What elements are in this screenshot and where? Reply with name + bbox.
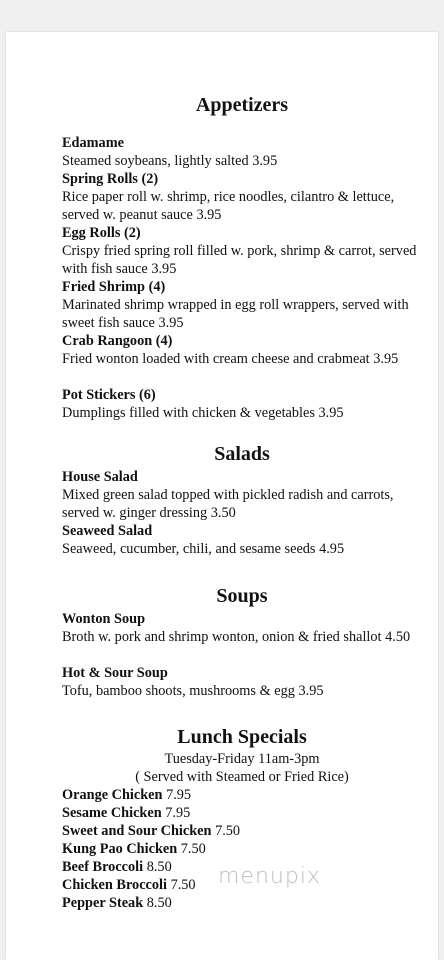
item-name: Hot & Sour Soup <box>62 665 168 681</box>
item-name: Crab Rangoon (4) <box>62 333 173 349</box>
item-description: Crispy fried spring roll filled w. pork, shrimp & carrot, served with fish sauce 3.95 <box>62 243 417 277</box>
menu-item <box>62 332 432 368</box>
soups-heading: Soups <box>216 585 268 607</box>
menu-item <box>62 468 432 522</box>
item-name: Spring Rolls (2) <box>62 171 159 187</box>
item-name: Orange Chicken <box>62 787 163 803</box>
item-price: 8.50 <box>146 895 172 911</box>
lunch-item <box>62 840 432 858</box>
menu-item <box>62 224 432 278</box>
item-name: Pepper Steak <box>62 895 144 911</box>
item-name: Sweet and Sour Chicken <box>62 823 212 839</box>
item-name: Wonton Soup <box>62 611 146 627</box>
item-name: Egg Rolls (2) <box>62 225 141 241</box>
menu-item <box>62 386 432 422</box>
item-description: Dumplings filled with chicken & vegetables 3.95 <box>62 405 344 421</box>
item-description: Rice paper roll w. shrimp, rice noodles, cilantro & lettuce, served w. peanut sauce 3.95 <box>62 189 395 223</box>
item-price: 7.95 <box>165 805 191 821</box>
lunch-item <box>62 894 432 912</box>
menu-item <box>62 170 432 224</box>
item-price: 8.50 <box>146 859 172 875</box>
item-description: Broth w. pork and shrimp wonton, onion & fried shallot 4.50 <box>62 629 411 645</box>
menu-item <box>62 610 432 646</box>
lunch-specials-heading: Lunch Specials <box>177 726 307 748</box>
item-name: Beef Broccoli <box>62 859 144 875</box>
item-name: Chicken Broccoli <box>62 877 167 893</box>
item-description: Steamed soybeans, lightly salted 3.95 <box>62 153 278 169</box>
lunch-hours: Tuesday-Friday 11am-3pm <box>164 751 320 767</box>
item-price: 7.50 <box>170 877 196 893</box>
menu-item <box>62 278 432 332</box>
item-name: Kung Pao Chicken <box>62 841 178 857</box>
item-name: House Salad <box>62 469 138 485</box>
lunch-list <box>62 786 432 912</box>
item-price: 7.50 <box>180 841 206 857</box>
item-price: 7.50 <box>215 823 241 839</box>
menu-item <box>62 522 432 558</box>
salads-heading: Salads <box>214 443 270 465</box>
menu-page <box>6 32 438 960</box>
item-name: Edamame <box>62 135 124 151</box>
item-description: Mixed green salad topped with pickled radish and carrots, served w. ginger dressing 3.50 <box>62 487 394 521</box>
appetizers-heading: Appetizers <box>195 94 289 116</box>
lunch-item <box>62 804 432 822</box>
item-description: Tofu, bamboo shoots, mushrooms & egg 3.95 <box>62 683 324 699</box>
menu-item <box>62 664 432 700</box>
item-description: Marinated shrimp wrapped in egg roll wrappers, served with sweet fish sauce 3.95 <box>62 297 409 331</box>
item-description: Seaweed, cucumber, chili, and sesame seeds 4.95 <box>62 541 345 557</box>
lunch-item <box>62 822 432 840</box>
lunch-item <box>62 786 432 804</box>
menupix-watermark: menupix <box>218 864 321 889</box>
lunch-note: ( Served with Steamed or Fried Rice) <box>135 769 349 785</box>
item-name: Seaweed Salad <box>62 523 153 539</box>
item-price: 7.95 <box>166 787 192 803</box>
item-description: Fried wonton loaded with cream cheese and crabmeat 3.95 <box>62 351 399 367</box>
item-name: Sesame Chicken <box>62 805 162 821</box>
menu-item <box>62 134 432 170</box>
item-name: Pot Stickers (6) <box>62 387 156 403</box>
item-name: Fried Shrimp (4) <box>62 279 166 295</box>
